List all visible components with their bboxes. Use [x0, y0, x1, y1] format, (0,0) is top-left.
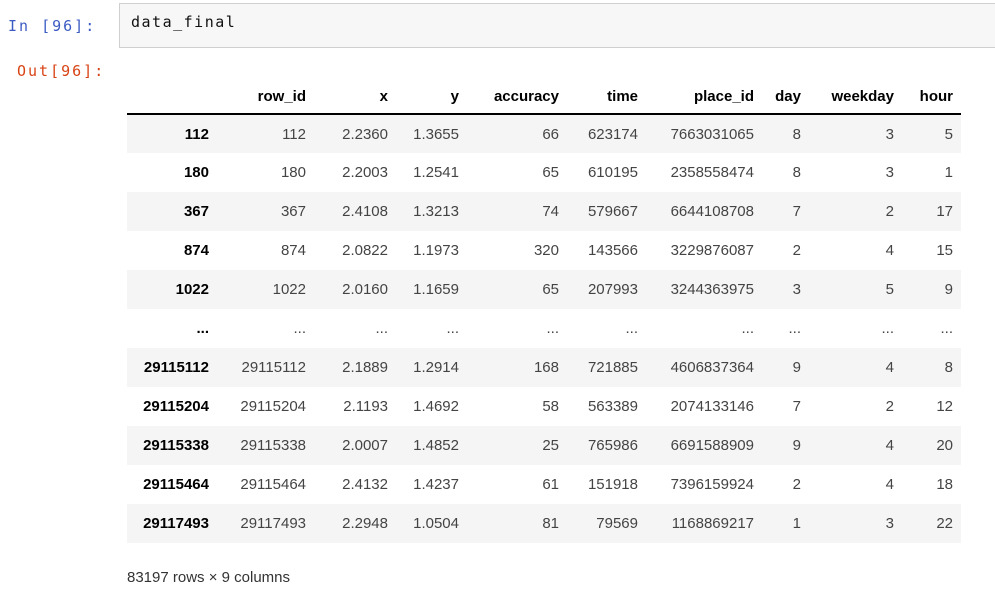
table-cell: 1.4692: [413, 398, 459, 415]
table-cell: 2.4132: [342, 476, 388, 493]
table-cell: 20: [936, 437, 953, 454]
table-cell: ...: [625, 320, 638, 337]
column-header: weekday: [809, 80, 902, 114]
table-cell: 1.3655: [413, 125, 459, 143]
table-cell: 874: [280, 242, 306, 259]
table-cell: 1.2914: [413, 359, 459, 376]
table-cell: 8: [792, 125, 801, 143]
table-cell: 3: [792, 281, 801, 298]
table-cell: 1168869217: [671, 515, 754, 532]
table-cell: 2: [792, 476, 801, 493]
table-row: [127, 504, 961, 543]
table-cell: ...: [881, 320, 894, 337]
table-cell: 5: [944, 125, 953, 143]
table-cell: 79569: [596, 515, 638, 532]
table-row: [127, 465, 961, 504]
table-row: [127, 309, 961, 348]
table-cell: 29117493: [240, 515, 306, 532]
column-header: y: [396, 80, 467, 114]
table-cell: 1.3213: [413, 203, 459, 220]
column-header: day: [762, 80, 809, 114]
table-cell: 9: [944, 281, 953, 298]
table-row: [127, 426, 961, 465]
table-cell: 81: [542, 515, 559, 532]
table-cell: 29115464: [240, 476, 306, 493]
code-editor[interactable]: [119, 3, 995, 48]
table-cell: 1: [944, 164, 953, 181]
table-cell: 8: [944, 359, 953, 376]
table-cell: 5: [885, 281, 894, 298]
table-cell: 7663031065: [670, 125, 754, 143]
dataframe-table: [127, 80, 961, 543]
table-cell: ...: [940, 320, 953, 337]
table-cell: ...: [293, 320, 306, 337]
table-cell: 29115338: [240, 437, 306, 454]
table-cell: 4: [885, 242, 894, 259]
table-cell: 610195: [587, 164, 638, 181]
index-header: [127, 80, 217, 114]
table-cell: 3244363975: [670, 281, 754, 298]
table-cell: 623174: [587, 125, 638, 143]
table-cell: 66: [542, 125, 559, 143]
row-index: 29115204: [143, 398, 209, 415]
table-row: [127, 270, 961, 309]
table-cell: 8: [792, 164, 801, 181]
table-row: [127, 153, 961, 192]
row-index: 29115338: [143, 437, 209, 454]
table-cell: ...: [788, 320, 801, 337]
table-cell: 6644108708: [670, 203, 754, 220]
table-cell: 2.0007: [342, 437, 388, 454]
row-index: 367: [183, 203, 209, 220]
table-cell: 3229876087: [670, 242, 754, 259]
table-cell: 9: [792, 359, 801, 376]
table-cell: 1: [792, 515, 801, 532]
table-cell: 2.0822: [342, 242, 388, 259]
row-index: ...: [196, 320, 209, 337]
row-index: 180: [183, 164, 209, 181]
table-cell: 2: [885, 203, 894, 220]
table-cell: 2.2948: [342, 515, 388, 532]
row-index: 29115464: [143, 476, 209, 493]
table-cell: 168: [533, 359, 559, 376]
row-index: 29115112: [143, 359, 209, 376]
table-cell: 2.4108: [342, 203, 388, 220]
table-cell: 1.2541: [413, 164, 459, 181]
table-cell: 65: [542, 164, 559, 181]
row-index: 1022: [175, 281, 209, 298]
table-row: [127, 192, 961, 231]
table-cell: 143566: [587, 242, 638, 259]
table-cell: 4: [885, 476, 894, 493]
table-cell: ...: [546, 320, 559, 337]
table-row: [127, 114, 961, 153]
table-cell: 17: [936, 203, 953, 220]
row-index: 112: [184, 125, 209, 143]
table-cell: 2.1193: [343, 398, 388, 415]
column-header: hour: [902, 80, 961, 114]
table-cell: 4606837364: [670, 359, 754, 376]
table-cell: 2.0160: [342, 281, 388, 298]
table-cell: 2: [792, 242, 801, 259]
table-row: [127, 348, 961, 387]
table-cell: 2: [885, 398, 894, 415]
table-cell: 61: [542, 476, 559, 493]
column-header: time: [567, 80, 646, 114]
table-cell: 1022: [272, 281, 306, 298]
table-cell: 320: [533, 242, 559, 259]
table-cell: 721885: [587, 359, 638, 376]
table-cell: 7396159924: [670, 476, 754, 493]
table-cell: 1.4852: [413, 437, 459, 454]
table-row: [127, 387, 961, 426]
table-cell: 1.1659: [413, 281, 459, 298]
table-cell: 9: [792, 437, 801, 454]
table-cell: 25: [542, 437, 559, 454]
table-cell: 2.2003: [342, 164, 388, 181]
table-cell: 74: [542, 203, 559, 220]
table-cell: 4: [885, 359, 894, 376]
table-cell: 2.2360: [342, 125, 388, 143]
table-row: [127, 231, 961, 270]
table-cell: 1.0504: [413, 515, 459, 532]
table-cell: 2.1889: [342, 359, 388, 376]
table-cell: 6691588909: [670, 437, 754, 454]
table-cell: 112: [282, 125, 306, 143]
table-cell: 3: [885, 164, 894, 181]
table-cell: 579667: [587, 203, 638, 220]
table-cell: 15: [936, 242, 953, 259]
table-cell: 2358558474: [670, 164, 754, 181]
row-index: 29117493: [143, 515, 209, 532]
table-cell: 22: [936, 515, 953, 532]
table-cell: 3: [885, 125, 894, 143]
table-cell: 1.4237: [413, 476, 459, 493]
table-cell: 12: [936, 398, 953, 415]
input-prompt: In [96]:: [8, 17, 97, 35]
table-cell: 151918: [587, 476, 638, 493]
column-header: row_id: [217, 80, 314, 114]
table-cell: 7: [792, 203, 801, 220]
table-cell: 65: [542, 281, 559, 298]
column-header: place_id: [646, 80, 762, 114]
output-prompt: Out[96]:: [17, 62, 106, 80]
column-header: accuracy: [467, 80, 567, 114]
row-index: 874: [183, 242, 209, 259]
table-cell: 563389: [587, 398, 638, 415]
table-cell: 29115204: [240, 398, 306, 415]
table-cell: 1.1973: [413, 242, 459, 259]
table-cell: ...: [741, 320, 754, 337]
dataframe-shape: 83197 rows × 9 columns: [127, 569, 291, 586]
table-cell: ...: [375, 320, 388, 337]
table-cell: 58: [542, 398, 559, 415]
table-cell: ...: [446, 320, 459, 337]
table-cell: 4: [885, 437, 894, 454]
table-cell: 3: [885, 515, 894, 532]
table-cell: 2074133146: [670, 398, 754, 415]
table-cell: 29115112: [241, 359, 306, 376]
column-header: x: [314, 80, 396, 114]
table-cell: 180: [280, 164, 306, 181]
table-cell: 765986: [587, 437, 638, 454]
header-row: [127, 80, 961, 114]
table-cell: 367: [280, 203, 306, 220]
code-text: data_final: [131, 13, 237, 31]
table-cell: 207993: [587, 281, 638, 298]
table-cell: 7: [792, 398, 801, 415]
output-area: [127, 80, 961, 586]
table-cell: 18: [936, 476, 953, 493]
